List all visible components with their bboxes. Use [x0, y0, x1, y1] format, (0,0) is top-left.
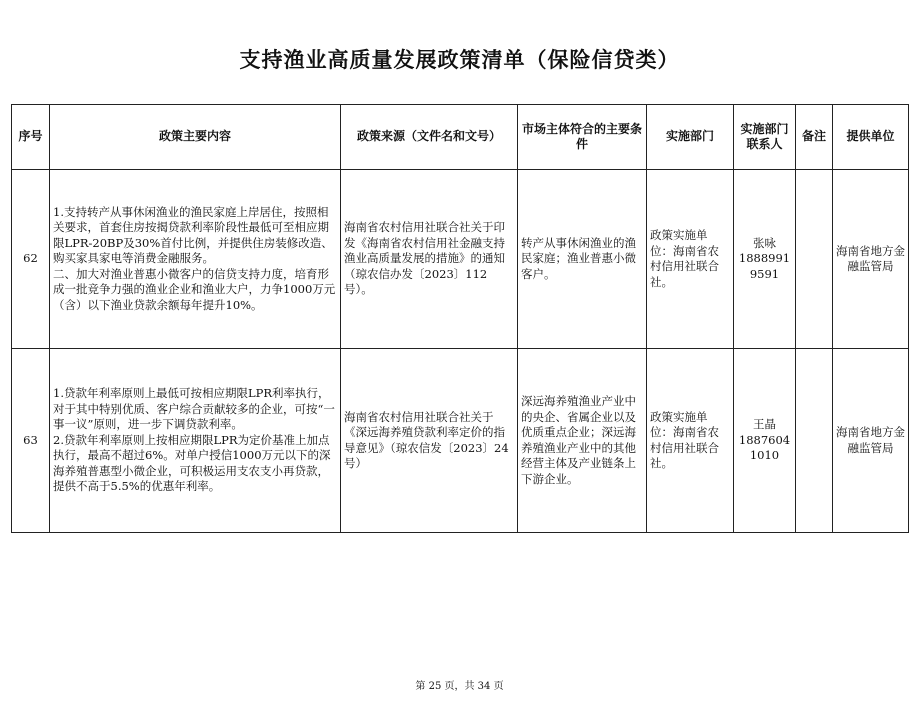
cell-condition: 深远海养殖渔业产业中的央企、省属企业以及优质重点企业；深远海养殖渔业产业中的其他经营主体及产业链条上下游企业。 [518, 349, 647, 533]
contact-name: 张咏 [753, 235, 776, 250]
header-contact: 实施部门联系人 [734, 105, 796, 170]
table-row [12, 170, 909, 349]
table-header-row [12, 105, 909, 170]
page-footer: 第 25 页，共 34 页 [415, 681, 504, 692]
cell-source: 海南省农村信用社联合社关于印发《海南省农村信用社金融支持渔业高质量发展的措施》的通知（琼农信办发〔2023〕112号）。 [341, 170, 518, 349]
cell-seq: 62 [12, 170, 50, 349]
cell-note [796, 349, 833, 533]
policy-table [11, 104, 909, 533]
header-content: 政策主要内容 [50, 105, 341, 170]
content-paragraph: 二、加大对渔业普惠小微客户的信贷支持力度，培育形成一批竞争力强的渔业企业和渔业大户，力争1000万元（含）以下渔业贷款余额每年提升10%。 [53, 266, 336, 312]
cell-source: 海南省农村信用社联合社关于《深远海养殖贷款利率定价的指导意见》（琼农信发〔2023〕24号） [341, 349, 518, 533]
table-row [12, 349, 909, 533]
header-provider: 提供单位 [833, 105, 909, 170]
contact-phone: 18876041010 [738, 432, 791, 463]
header-seq: 序号 [12, 105, 50, 170]
cell-note [796, 170, 833, 349]
contact-phone: 18889919591 [738, 251, 791, 281]
cell-provider: 海南省地方金融监管局 [833, 349, 909, 533]
header-note: 备注 [796, 105, 833, 170]
contact-name: 王晶 [753, 417, 776, 432]
cell-contact [734, 349, 796, 533]
page-title: 支持渔业高质量发展政策清单（保险信贷类） [239, 48, 680, 72]
cell-contact [734, 170, 796, 349]
cell-content [50, 349, 341, 533]
cell-seq: 63 [12, 349, 50, 533]
header-dept: 实施部门 [647, 105, 734, 170]
cell-provider: 海南省地方金融监管局 [833, 170, 909, 349]
cell-condition: 转产从事休闲渔业的渔民家庭；渔业普惠小微客户。 [518, 170, 647, 349]
content-paragraph: 1.支持转产从事休闲渔业的渔民家庭上岸居住，按照相关要求，首套住房按揭贷款利率阶段性最低可至相应期限LPR-20BP及30%首付比例，并提供住房装修改造、购买家具家电等消费金融服务。 [53, 204, 333, 266]
cell-content [50, 170, 341, 349]
content-paragraph: 1.贷款年利率原则上最低可按相应期限LPR利率执行，对于其中特别优质、客户综合贡献较多的企业，可按“一事一议”原则，进一步下调贷款利率。 [53, 386, 335, 432]
header-condition: 市场主体符合的主要条件 [518, 105, 647, 170]
cell-dept: 政策实施单位：海南省农村信用社联合社。 [647, 170, 734, 349]
cell-dept: 政策实施单位：海南省农村信用社联合社。 [647, 349, 734, 533]
header-source: 政策来源（文件名和文号） [341, 105, 518, 170]
content-paragraph: 2.贷款年利率原则上按相应期限LPR为定价基准上加点执行，最高不超过6%。对单户授信1000万元以下的深海养殖普惠型小微企业，可积极运用支农支小再贷款，提供不高于5.5%的优惠年利率。 [53, 432, 331, 494]
